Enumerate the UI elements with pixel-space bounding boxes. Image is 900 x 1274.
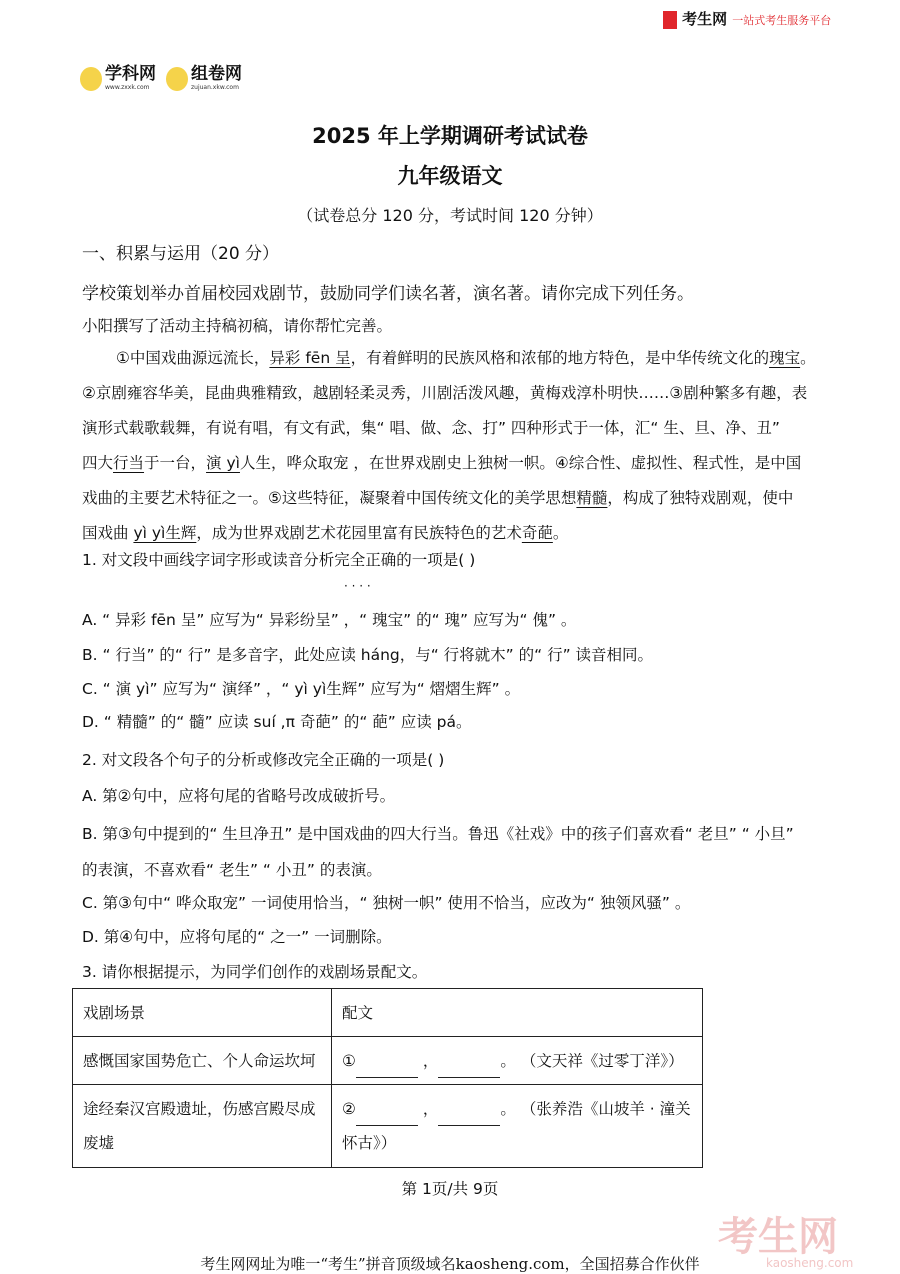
passage-text: ，成为世界戏剧艺术花园里富有民族特色的艺术: [196, 524, 522, 542]
page-number: 第 1页/共 9页: [401, 1180, 499, 1198]
underlined-term: 瑰宝: [769, 349, 801, 367]
intro-text: 学校策划举办首届校园戏剧节，鼓励同学们读名著，演名著。请你完成下列任务。: [82, 284, 694, 304]
scene-cell: 途经秦汉宫殿遗址，伤感宫殿尽成废墟: [73, 1085, 332, 1168]
answer-blank[interactable]: [438, 1107, 500, 1126]
zxxk-logo: [80, 66, 156, 91]
q2-option-c[interactable]: C. 第③句中“ 哗众取宠” 一词使用恰当，“ 独树一帜” 使用不恰当，应改为“ 独领风骚” 。: [82, 894, 691, 912]
q2-option-b-cont: 的表演，不喜欢看“ 老生” “ 小丑” 的表演。: [82, 861, 382, 879]
answer-blank[interactable]: [356, 1107, 418, 1126]
header-text: 配文: [332, 989, 703, 1037]
mascot-icon: [80, 67, 102, 91]
q1-option-b[interactable]: B. “ 行当” 的“ 行” 是多音字，此处应读 háng，与“ 行将就木” 的“ 行” 读音相同。: [82, 646, 654, 664]
passage-line: [116, 348, 816, 368]
footer-text: 考生网网址为唯一“考生”拼音顶级域名kaosheng.com，全国招募合作伙伴: [200, 1255, 700, 1273]
question-3: 3. 请你根据提示，为同学们创作的戏剧场景配文。: [82, 963, 428, 981]
underlined-term: yì yì生辉: [133, 524, 197, 542]
passage-text: 。: [800, 349, 816, 367]
passage-line: [82, 383, 807, 403]
question-1: 1. 对文段中画线字词字形或读音分析完全正确的一项是( ): [82, 551, 476, 569]
q2-option-a[interactable]: A. 第②句中，应将句尾的省略号改成破折号。: [82, 787, 396, 805]
underlined-term: 精髓: [576, 489, 608, 507]
answer-cell: ① ， 。 （文天祥《过零丁洋》）: [332, 1037, 703, 1085]
task-text: 小阳撰写了活动主持稿初稿，请你帮忙完善。: [82, 317, 393, 335]
scene-table: [72, 988, 703, 1168]
underlined-term: 行当: [113, 454, 145, 472]
q2-option-b[interactable]: B. 第③句中提到的“ 生旦净丑” 是中国戏曲的四大行当。鲁迅《社戏》中的孩子们喜欢看“ 老旦” “ 小旦”: [82, 825, 794, 843]
logo1-name: 学科网: [105, 64, 156, 84]
q2-option-d[interactable]: D. 第④句中，应将句尾的“ 之一” 一词删除。: [82, 928, 392, 946]
answer-blank[interactable]: [356, 1059, 418, 1078]
kaosheng-logo: [663, 8, 831, 29]
passage-text: ，有着鲜明的民族风格和浓郁的地方特色，是中华传统文化的: [350, 349, 770, 367]
question-2: 2. 对文段各个句子的分析或修改完全正确的一项是( ): [82, 751, 445, 769]
q1-option-a[interactable]: A. “ 异彩 fēn 呈” 应写为“ 异彩纷呈” ，“ 瑰宝” 的“ 瑰” 应写为“ 傀” 。: [82, 611, 577, 629]
brand-slogan: 一站式考生服务平台: [732, 14, 832, 27]
answer-blank[interactable]: [438, 1059, 500, 1078]
section-heading: 一、积累与运用（20 分）: [82, 244, 280, 264]
passage-text: 于一台，: [144, 454, 207, 472]
kaosheng-watermark: 考生网 kaosheng.com: [718, 1214, 854, 1270]
logo1-url: www.zxxk.com: [105, 84, 150, 91]
source: （文天祥《过零丁洋》）: [520, 1051, 684, 1070]
brand-name: 考生网: [682, 10, 728, 28]
emphasis-dots: · · · ·: [344, 579, 371, 593]
passage-line: [82, 523, 568, 543]
header-scene: 戏剧场景: [73, 989, 332, 1037]
partner-logos: [80, 66, 252, 91]
answer-cell: ② ， 。 （张养浩《山坡羊 · 潼关怀古》）: [332, 1085, 703, 1168]
passage-text: 。: [552, 524, 569, 542]
logo2-url: zujuan.xkw.com: [191, 84, 239, 91]
passage-text: ，构成了独特戏剧观，使中: [607, 489, 794, 507]
kaosheng-logo-mark: [663, 11, 677, 29]
passage-text: ②京剧雍容华美，昆曲典雅精致，越剧轻柔灵秀，川剧活泼风趣，黄梅戏淳朴明快……③剧种繁多有趣，表: [82, 384, 808, 402]
zujuan-logo: [166, 66, 242, 91]
source: （张养浩《山坡羊 · 潼关怀古》）: [342, 1100, 691, 1152]
passage-text: 演形式载歌载舞，有说有唱，有文有武，集“ 唱、做、念、打” 四种形式于一体，汇“ 生、旦、净、丑”: [82, 419, 780, 437]
page-title: 2025 年上学期调研考试试卷: [312, 124, 588, 148]
passage-text: ①中国戏曲源远流长，: [116, 349, 270, 367]
q1-option-c[interactable]: C. “ 演 yì” 应写为“ 演绎” ，“ yì yì生辉” 应写为“ 熠熠生辉” 。: [82, 680, 521, 698]
passage-line: [82, 453, 801, 473]
table-row: [73, 1085, 703, 1168]
passage-text: 戏曲的主要艺术特征之一。⑤这些特征，凝聚着中国传统文化的美学思想: [82, 489, 577, 507]
passage-text: 四大: [82, 454, 114, 472]
underlined-term: 奇葩: [521, 524, 553, 542]
passage-text: 国戏曲: [82, 524, 134, 542]
passage-line: [82, 488, 793, 508]
scene-cell: 感慨国家国势危亡、个人命运坎坷: [73, 1037, 332, 1085]
passage-text: 人生，哗众取宠 ，在世界戏剧史上独树一帜。④综合性、虚拟性、程式性，是中国: [239, 454, 802, 472]
mascot-icon: [166, 67, 188, 91]
page-subtitle: 九年级语文: [397, 164, 503, 188]
logo2-name: 组卷网: [191, 64, 242, 84]
q1-option-d[interactable]: D. “ 精髓” 的“ 髓” 应读 suí ,π 奇葩” 的“ 葩” 应读 pá。: [82, 713, 472, 731]
underlined-term: 演 yì: [206, 454, 240, 472]
exam-info: （试卷总分 120 分，考试时间 120 分钟）: [297, 206, 603, 225]
underlined-term: 异彩 fēn 呈: [269, 349, 351, 367]
passage-line: [82, 418, 780, 438]
table-row: [73, 1037, 703, 1085]
